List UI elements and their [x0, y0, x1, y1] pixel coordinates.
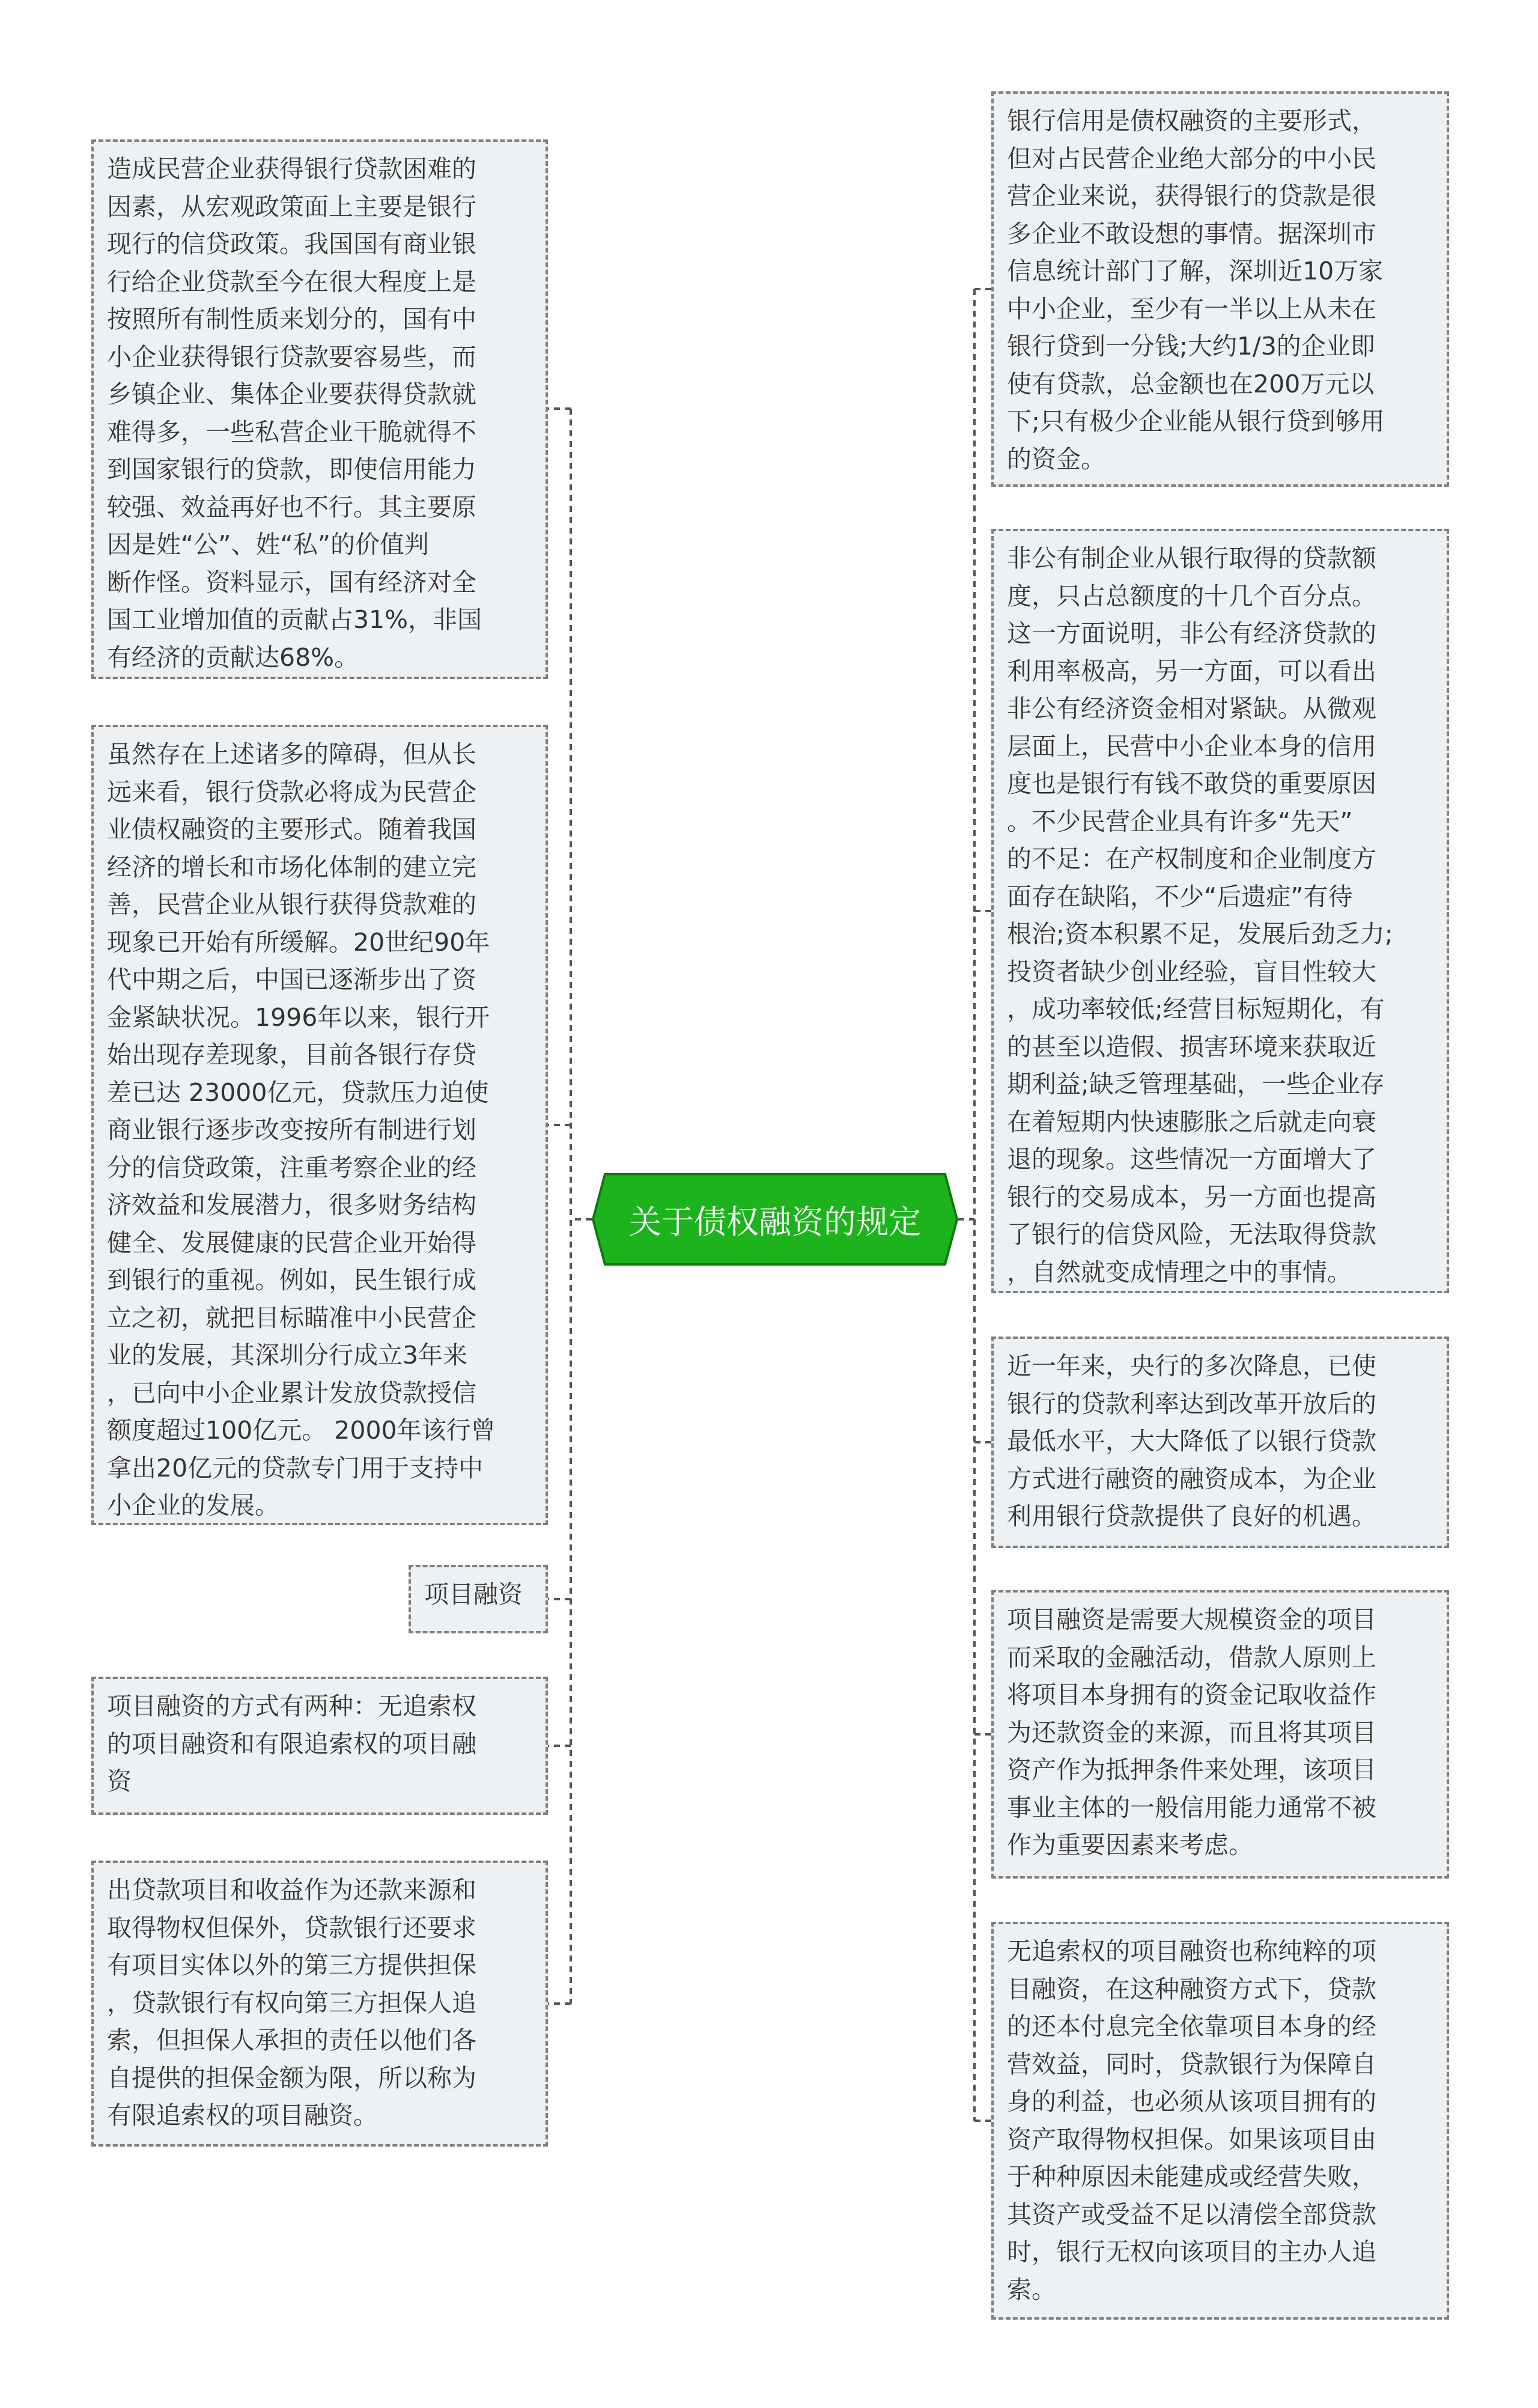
left-node-credit-policy[interactable]: 造成民营企业获得银行贷款困难的 因素，从宏观政策面上主要是银行 现行的信贷政策。我国国有商业银 行给企业贷款至今在很大程度上是 按照所有制性质来划分的，国有中 小企业获得银行贷款要容易些，而 乡镇企业、集体企业要获得贷款就 难得多，一些私营企业干脆就得不 到国家银行的贷款，即使信用能力 较强、效益再好也不行。其主要原 因是姓“公”、姓“私”的价值判 断作怪。资料显示，国有经济对全 国工业增加值的贡献占31%，非国 有经济的贡献达68%。: [91, 139, 548, 679]
root-label: 关于债权融资的规定: [629, 1202, 921, 1241]
right-node-rate-cuts[interactable]: 近一年来，央行的多次降息，已使 银行的贷款利率达到改革开放后的 最低水平，大大降低了以银行贷款 方式进行融资的融资成本，为企业 利用银行贷款提供了良好的机遇。: [991, 1337, 1449, 1548]
left-node-financing-modes[interactable]: 项目融资的方式有两种：无追索权 的项目融资和有限追索权的项目融 资: [91, 1677, 548, 1815]
left-node-limited-recourse[interactable]: 出贷款项目和收益作为还款来源和 取得物权但保外，贷款银行还要求 有项目实体以外的第三方提供担保 ，贷款银行有权向第三方担保人追 索，但担保人承担的责任以他们各 自提供的担保金额为限，所以称为 有限追索权的项目融资。: [91, 1861, 548, 2147]
left-node-bank-loan-outlook[interactable]: 虽然存在上述诸多的障碍，但从长 远来看，银行贷款必将成为民营企 业债权融资的主要形式。随着我国 经济的增长和市场化体制的建立完 善，民营企业从银行获得贷款难的 现象已开始有所缓解。20世纪90年 代中期之后，中国已逐渐步出了资 金紧缺状况。1996年以来，银行开 始出现存差现象，目前各银行存贷 差已达 23000亿元，贷款压力迫使 商业银行逐步改变按所有制进行划 分的信贷政策，注重考察企业的经 济效益和发展潜力，很多财务结构 健全、发展健康的民营企业开始得 到银行的重视。例如，民生银行成 立之初，就把目标瞄准中小民营企 业的发展，其深圳分行成立3年来 ，已向中小企业累计发放贷款授信 额度超过100亿元。 2000年该行曾 拿出20亿元的贷款专门用于支持中 小企业的发展。: [91, 725, 548, 1525]
right-node-bank-credit[interactable]: 银行信用是债权融资的主要形式， 但对占民营企业绝大部分的中小民 营企业来说，获得银行的贷款是很 多企业不敢设想的事情。据深圳市 信息统计部门了解，深圳近10万家 中小企业，至少有一半以上从未在 银行贷到一分钱;大约1/3的企业即 使有贷款，总金额也在200万元以 下;只有极少企业能从银行贷到够用 的资金。: [991, 91, 1449, 487]
right-node-project-financing-definition[interactable]: 项目融资是需要大规模资金的项目 而采取的金融活动，借款人原则上 将项目本身拥有的资金记取收益作 为还款资金的来源，而且将其项目 资产作为抵押条件来处理，该项目 事业主体的一般信用能力通常不被 作为重要因素来考虑。: [991, 1590, 1449, 1879]
left-node-project-financing[interactable]: 项目融资: [409, 1565, 548, 1633]
right-node-non-recourse[interactable]: 无追索权的项目融资也称纯粹的项 目融资，在这种融资方式下，贷款 的还本付息完全依靠项目本身的经 营效益，同时，贷款银行为保障自 身的利益，也必须从该项目拥有的 资产取得物权担保。如果该项目由 于种种原因未能建成或经营失败， 其资产或受益不足以清偿全部贷款 时，银行无权向该项目的主办人追 索。: [991, 1922, 1449, 2320]
right-node-non-public-loans[interactable]: 非公有制企业从银行取得的贷款额 度，只占总额度的十几个百分点。 这一方面说明，非公有经济贷款的 利用率极高，另一方面，可以看出 非公有经济资金相对紧缺。从微观 层面上，民营中小企业本身的信用 度也是银行有钱不敢贷的重要原因 。不少民营企业具有许多“先天” 的不足：在产权制度和企业制度方 面存在缺陷，不少“后遗症”有待 根治;资本积累不足，发展后劲乏力; 投资者缺少创业经验，盲目性较大 ，成功率较低;经营目标短期化，有 的甚至以造假、损害环境来获取近 期利益;缺乏管理基础，一些企业存 在着短期内快速膨胀之后就走向衰 退的现象。这些情况一方面增大了 银行的交易成本，另一方面也提高 了银行的信贷风险，无法取得贷款 ，自然就变成情理之中的事情。: [991, 529, 1449, 1293]
root-topic[interactable]: [592, 1173, 958, 1266]
